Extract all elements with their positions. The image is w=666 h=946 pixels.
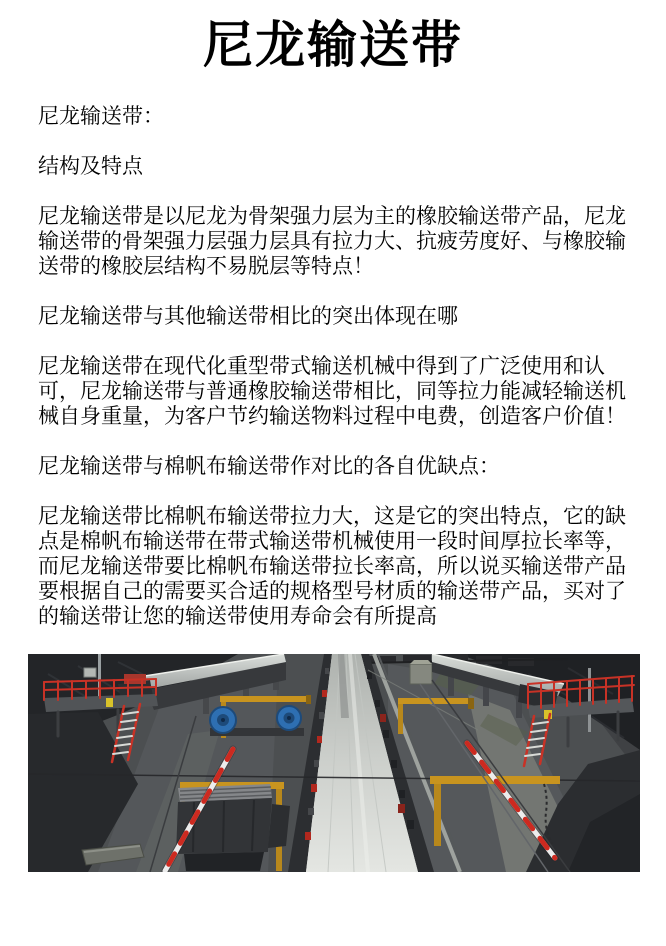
page — [0, 16, 666, 946]
paragraph-cotton-text: 尼龙输送带比棉帆布输送带拉力大，这是它的突出特点，它的缺点是棉帆布输送带在带式输送带机械使用一段时间厚拉长率等，而尼龙输送带要比棉帆布输送带拉长率高，所以说买输送带产品要根据自己的需要买合适的规格型号材质的输送带产品，买对了的输送带让您的输送带使用寿命会有所提高 — [38, 505, 626, 628]
blue-drum-2 — [277, 706, 301, 730]
paragraph-compare-heading: 尼龙输送带与其他输送带相比的突出体现在哪 — [38, 305, 458, 328]
page-title: 尼龙输送带 — [203, 17, 463, 73]
article-body — [38, 104, 628, 629]
paragraph-compare-text: 尼龙输送带在现代化重型带式输送机械中得到了广泛使用和认可，尼龙输送带与普通橡胶输送带相比，同等拉力能减轻输送机械自身重量，为客户节约输送物料过程中电费，创造客户价值！ — [38, 355, 626, 428]
paragraph-lead: 尼龙输送带： — [38, 105, 164, 128]
concrete-post — [410, 660, 432, 684]
conveyor-photo-illustration — [28, 654, 640, 872]
article-photo — [28, 654, 640, 872]
paragraph-structure-heading: 结构及特点 — [38, 155, 143, 178]
paragraph-cotton-heading: 尼龙输送带与棉帆布输送带作对比的各自优缺点： — [38, 455, 500, 478]
paragraph-structure-text: 尼龙输送带是以尼龙为骨架强力层为主的橡胶输送带产品，尼龙输送带的骨架强力层强力层具有拉力大、抗疲劳度好、与橡胶输送带的橡胶层结构不易脱层等特点！ — [38, 205, 626, 278]
